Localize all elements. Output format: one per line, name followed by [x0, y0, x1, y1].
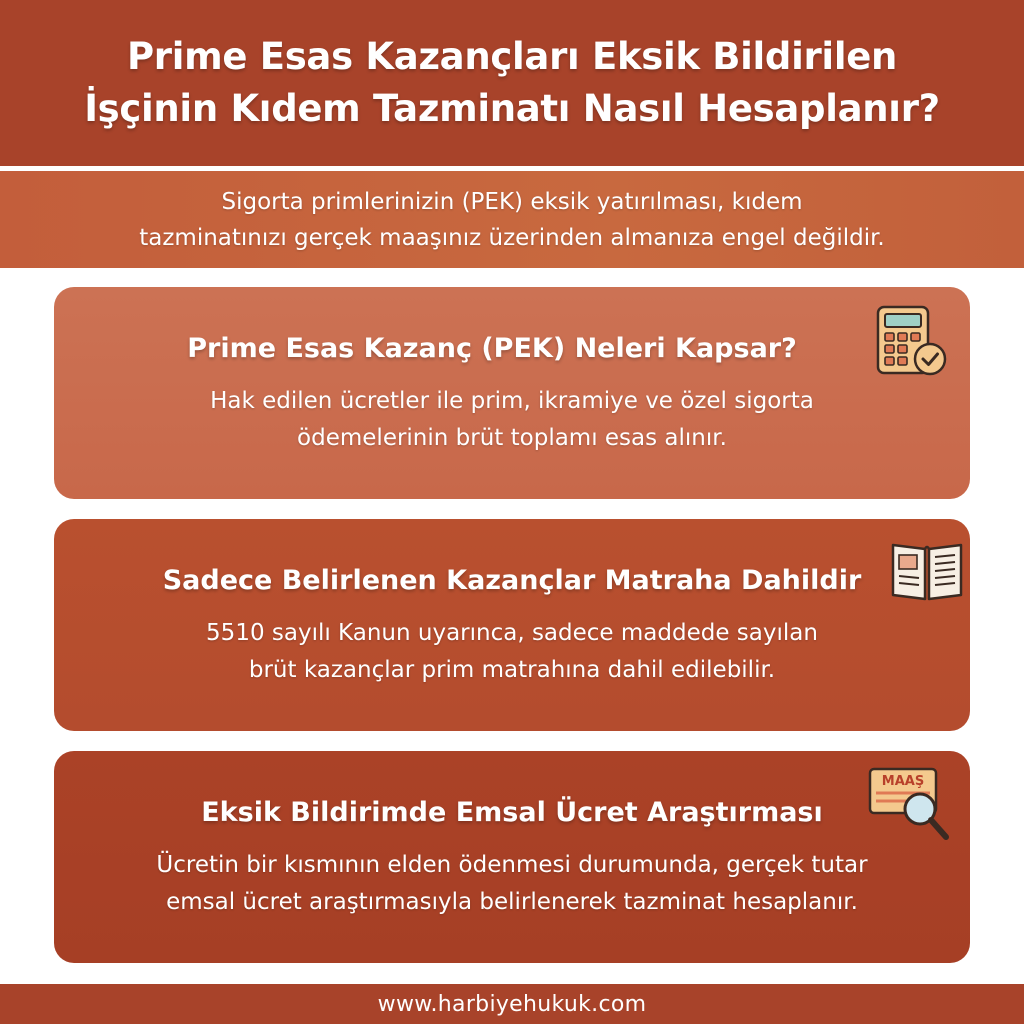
- info-card-pek-scope: [54, 287, 970, 499]
- card-body-line-1: Hak edilen ücretler ile prim, ikramiye ve özel sigorta: [210, 388, 814, 414]
- card-body: [156, 847, 867, 921]
- salary-magnifier-icon: [866, 765, 952, 845]
- card-body-line-2: ödemelerinin brüt toplamı esas alınır.: [297, 425, 727, 451]
- subheader-line-1: Sigorta primlerinizin (PEK) eksik yatırılması, kıdem: [221, 188, 803, 215]
- website-link[interactable]: www.harbiyehukuk.com: [377, 991, 647, 1017]
- salary-label: MAAŞ: [881, 774, 925, 789]
- card-body-line-2: brüt kazançlar prim matrahına dahil edilebilir.: [248, 657, 776, 683]
- calculator-check-icon: [874, 305, 950, 379]
- open-book-icon: [890, 537, 964, 603]
- card-title: Eksik Bildirimde Emsal Ücret Araştırması: [201, 797, 823, 828]
- card-body-line-1: 5510 sayılı Kanun uyarınca, sadece maddede sayılan: [206, 620, 818, 646]
- card-title: Sadece Belirlenen Kazançlar Matraha Dahildir: [162, 565, 862, 596]
- card-body-line-2: emsal ücret araştırmasıyla belirlenerek tazminat hesaplanır.: [166, 889, 858, 915]
- card-title: Prime Esas Kazanç (PEK) Neleri Kapsar?: [187, 333, 797, 364]
- page-title: [84, 31, 940, 135]
- footer-bar: [0, 984, 1024, 1024]
- subheader-text: [139, 184, 885, 256]
- title-line-2: İşçinin Kıdem Tazminatı Nasıl Hesaplanır?: [84, 87, 940, 130]
- header-banner: [0, 0, 1024, 166]
- title-line-1: Prime Esas Kazançları Eksik Bildirilen: [126, 35, 898, 78]
- card-body-line-1: Ücretin bir kısmının elden ödenmesi durumunda, gerçek tutar: [156, 852, 868, 878]
- subheader-line-2: tazminatınızı gerçek maaşınız üzerinden almanıza engel değildir.: [139, 224, 885, 251]
- card-body: [210, 383, 814, 457]
- card-body: [206, 615, 818, 689]
- info-card-matrah: [54, 519, 970, 731]
- subheader-banner: [0, 171, 1024, 268]
- info-card-emsal: [54, 751, 970, 963]
